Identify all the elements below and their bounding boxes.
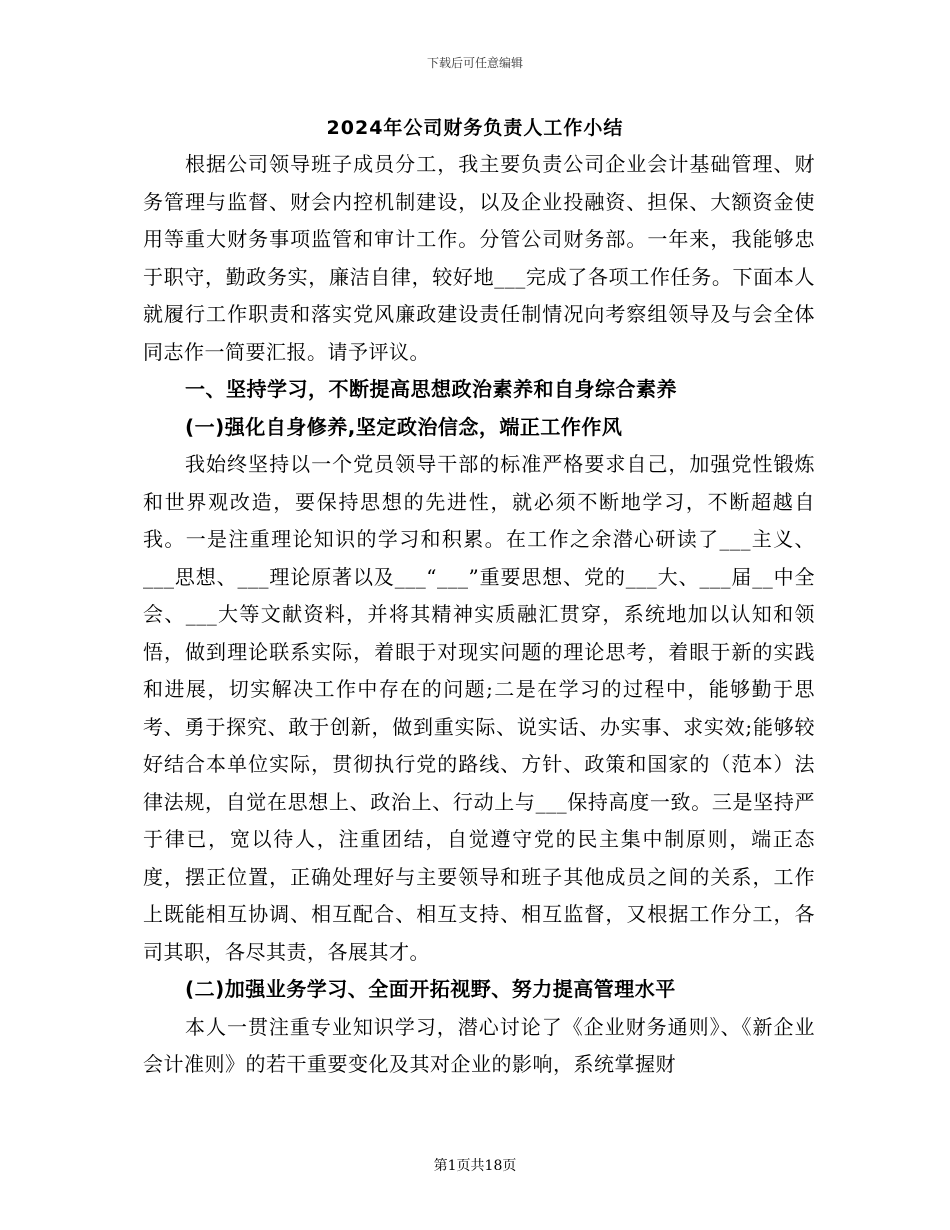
- subsection-2-heading: (二)加强业务学习、全面开拓视野、努力提高管理水平: [185, 977, 676, 1001]
- page-header: 下载后可任意编辑: [426, 56, 523, 70]
- subsection-2-paragraph: 本人一贯注重专业知识学习，潜心讨论了《企业财务通则》、《新企业会计准则》的若干重要变化及其对企业的影响，系统掌握财: [143, 1014, 815, 1076]
- section-1-heading: 一、坚持学习，不断提高思想政治素养和自身综合素养: [185, 377, 677, 401]
- document-title: 2024年公司财务负责人工作小结: [326, 117, 624, 139]
- page-footer: 第1页共18页: [433, 1158, 517, 1174]
- subsection-1-paragraph: 我始终坚持以一个党员领导干部的标准严格要求自己，加强党性锻炼和世界观改造，要保持思想的先进性，就必须不断地学习，不断超越自我。一是注重理论知识的学习和积累。在工作之余潜心研读了___主义、___思想、___理论原著以及___“___”重要思想、党的___大、___届__中全会、___大等文献资料，并将其精神实质融汇贯穿，系统地加以认知和领悟，做到理论联系实际，着眼于对现实问题的理论思考，着眼于新的实践和进展，切实解决工作中存在的问题;二是在学习的过程中，能够勤于思考、勇于探究、敢于创新，做到重实际、说实话、办实事、求实效;能够较好结合本单位实际，贯彻执行党的路线、方针、政策和国家的（范本）法律法规，自觉在思想上、政治上、行动上与___保持高度一致。三是坚持严于律已，宽以待人，注重团结，自觉遵守党的民主集中制原则，端正态度，摆正位置，正确处理好与主要领导和班子其他成员之间的关系，工作上既能相互协调、相互配合、相互支持、相互监督，又根据工作分工，各司其职，各尽其责，各展其才。: [143, 452, 815, 964]
- intro-paragraph: 根据公司领导班子成员分工，我主要负责公司企业会计基础管理、财务管理与监督、财会内控机制建设，以及企业投融资、担保、大额资金使用等重大财务事项监管和审计工作。分管公司财务部。一年来，我能够忠于职守，勤政务实，廉洁自律，较好地___完成了各项工作任务。下面本人就履行工作职责和落实党风廉政建设责任制情况向考察组领导及与会全体同志作一简要汇报。请予评议。: [143, 152, 815, 364]
- document-body: [143, 146, 815, 1084]
- subsection-1-heading: (一)强化自身修养,坚定政治信念，端正工作作风: [185, 414, 623, 439]
